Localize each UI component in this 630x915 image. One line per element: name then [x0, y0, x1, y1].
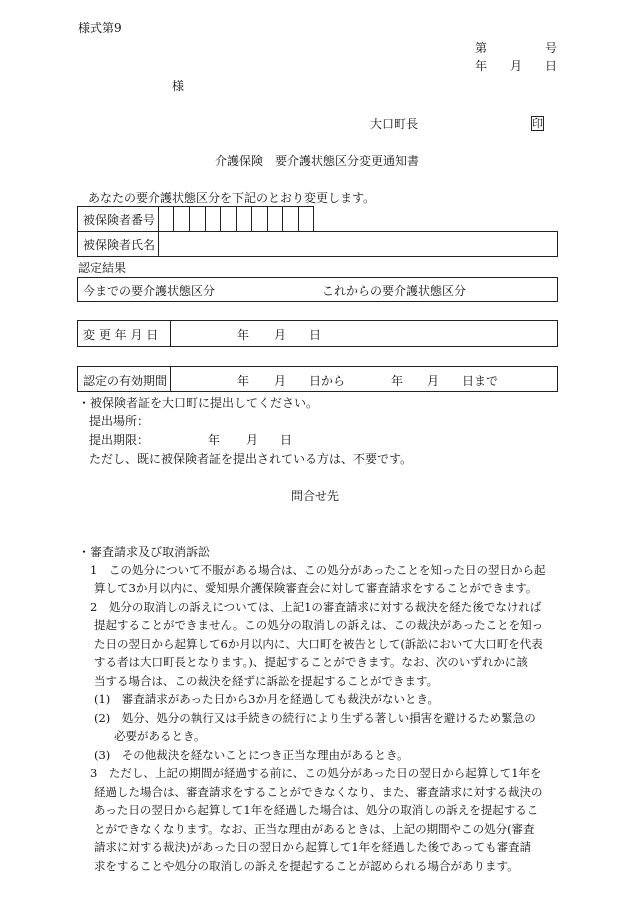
change-date-row	[77, 320, 558, 347]
submission-deadline-label: 提出期限：	[89, 433, 150, 447]
number-suffix: 号	[545, 41, 558, 55]
validity-from-day: 日から	[309, 374, 346, 388]
appeal-text-line: (1) 審査請求があった日から3か月を経過しても裁決がないとき。	[94, 692, 440, 706]
appeal-text-line: あった日の翌日から起算して1年を経過した場合は、処分の取消しの訴えを提起するこ	[94, 803, 539, 817]
deadline-month: 月	[246, 433, 259, 447]
appeal-text-line: た日の翌日から起算して6か月以内に、大口町を被告として(訴訟において大口町を代表	[94, 637, 543, 651]
previous-care-level-label: 今までの要介護状態区分	[83, 284, 216, 298]
appeal-text-line: 請求に対する裁決)があった日の翌日から起算して1年を経過した後であっても審査請	[94, 840, 532, 854]
validity-period-label: 認定の有効期間	[83, 374, 168, 388]
appeal-text-line: 1 この処分について不服がある場合は、この処分があったことを知った日の翌日から起	[90, 563, 546, 577]
insured-number-row	[77, 206, 314, 232]
appeal-text-line: 経過した場合は、審査請求をすることができなくなり、また、審査請求に対する裁決の	[94, 785, 543, 799]
appeal-text-line: 2 処分の取消しの訴えについては、上記1の審査請求に対する裁決を経た後でなければ	[90, 600, 542, 614]
insured-name-row	[77, 231, 558, 257]
insured-number-label: 被保険者番号	[83, 213, 156, 227]
deadline-year: 年	[208, 433, 221, 447]
appeal-text-line: 提起することができません。この処分の取消しの訴えは、この裁決があったことを知っ	[94, 618, 544, 632]
appeal-text-line: (2) 処分、処分の執行又は手続きの続行により生ずる著しい損害を避けるため緊急の	[94, 711, 536, 725]
intro-text: あなたの要介護状態区分を下記のとおり変更します。	[88, 191, 376, 205]
number-prefix: 第	[475, 41, 488, 55]
validity-to-day: 日まで	[462, 374, 499, 388]
appeal-text-line: (3) その他裁決を経ないことにつき正当な理由があるとき。	[94, 748, 409, 762]
result-heading: 認定結果	[78, 261, 127, 275]
appeal-text-line: 当する場合は、この裁決を経ずに訴訟を提起することができます。	[94, 674, 439, 688]
seal-mark: 印	[532, 117, 543, 130]
submission-exception: ただし、既に被保険者証を提出されている方は、不要です。	[89, 452, 413, 466]
new-care-level-label: これからの要介護状態区分	[322, 284, 467, 298]
validity-from-month: 月	[274, 374, 287, 388]
change-month: 月	[274, 328, 287, 342]
validity-from-year: 年	[237, 374, 250, 388]
validity-to-year: 年	[391, 374, 404, 388]
issue-day: 日	[545, 59, 558, 73]
contact-heading: 問合せ先	[291, 489, 340, 503]
sender: 大口町長	[370, 117, 419, 131]
appeal-text-line: とができなくなります。なお、正当な理由があるときは、上記の期間やこの処分(審査	[94, 822, 535, 836]
addressee-honorific: 様	[172, 79, 185, 93]
issue-year: 年	[475, 59, 488, 73]
issue-month: 月	[510, 59, 523, 73]
change-date-label: 変 更 年 月 日	[83, 328, 159, 342]
change-year: 年	[237, 328, 250, 342]
submission-notice: ・被保険者証を大口町に提出してください。	[78, 396, 319, 410]
form-number: 様式第9	[78, 21, 122, 35]
validity-to-month: 月	[427, 374, 440, 388]
validity-period-row	[77, 366, 558, 392]
appeal-text-line: 必要があるとき。	[114, 729, 206, 743]
deadline-day: 日	[280, 433, 293, 447]
appeal-text-line: 3 ただし、上記の期間が経過する前に、この処分があった日の翌日から起算して1年を	[90, 766, 542, 780]
change-day: 日	[309, 328, 322, 342]
submission-place-label: 提出場所：	[89, 414, 150, 428]
care-level-row	[77, 277, 558, 302]
document-title: 介護保険 要介護状態区分変更通知書	[215, 154, 420, 168]
appeal-text-line: 求をすることや処分の取消しの訴えを提起することが認められる場合があります。	[94, 859, 519, 873]
appeal-text-line: 算して3か月以内に、愛知県介護保険審査会に対して審査請求をすることができます。	[94, 581, 538, 595]
insured-name-label: 被保険者氏名	[83, 238, 156, 252]
appeal-text-line: する者は大口町長となります。)、提起することができます。なお、次のいずれかに該	[94, 655, 528, 669]
appeal-heading: ・審査請求及び取消訴訟	[78, 545, 211, 559]
